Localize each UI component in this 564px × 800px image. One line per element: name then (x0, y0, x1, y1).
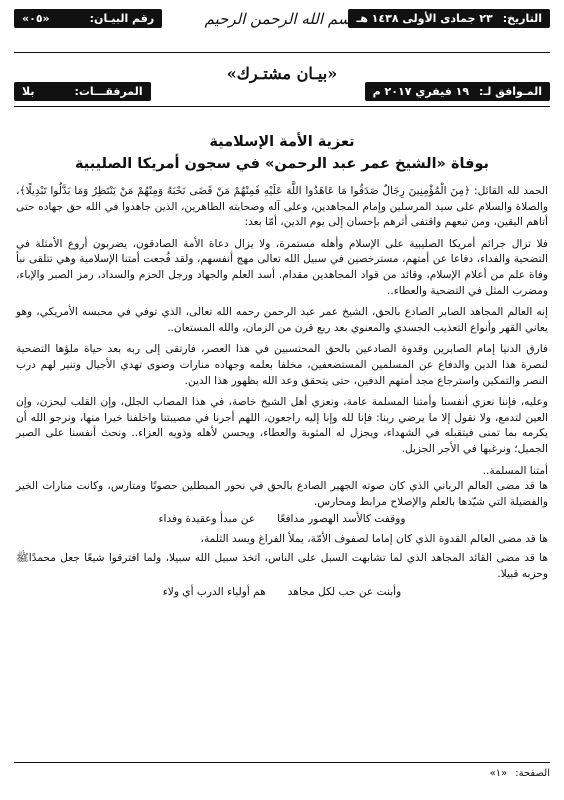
footer-rule (14, 762, 550, 763)
date-label: التاريخ: (502, 12, 542, 25)
attachments-pill (14, 82, 151, 101)
verse-1-first-hemistich: ووقفت كالأسد الهصور مدافعًا (277, 513, 406, 526)
paragraph-scholar: ها قد مضى العالم الرباني الذي كان صوته الجهير الصادع بالحق في نحور المبطلين حصونًا ومتارس، وكانت منارات الخير والفضيلة التي شيّدها بالعلم والإصلاح مرابط ومحارس. (16, 480, 548, 508)
paragraph-leader: ها قد مضى القائد المجاهد الذي لما تشابهت السبل على الناس، اتخذ سبيل الله سبيلا، ولما افترقوا شيعًا جعل محمدًاﷺ وحزبه قبيلا. (16, 552, 548, 581)
paragraph-departure: فارق الدنيا إمام الصابرين وقدوة الصادعين بالحق المحتسبين في هذا العصر، فارتقى إلى ربه بعد حياة ملؤها التضحية لنصرة هذا الدين والدفاع عن المسلمين المستضعفين، مخلفا بعلمه وجهاده منارات وصوى تهدي الأجيال وتنير لهم درب النصر والتمكين واسترجاع مجد أمتهم الدفين، حتى يتحقق وعد الله بظهور هذا الدين. (16, 343, 548, 387)
verse-2-first-hemistich: وأبنت عن حب لكل مجاهد (287, 585, 402, 598)
poetry-verse-2 (16, 585, 548, 601)
statement-number-value: «٠٥» (22, 12, 50, 25)
header-rule-top (14, 52, 550, 53)
statement-body (16, 184, 548, 604)
paragraph-condolence: وعليه، فإننا نعزي أنفسنا وأمتنا المسلمة عامة، ونعزي أهل الشيخ خاصة، في هذا المصاب الجلل، وإن القلب ليحزن، وإن العين لتدمع، ولا نقول إلا ما يرضي ربنا: فإنا لله وإنا إليه راجعون، اللهم أجرنا في مصيبتنا واخلفنا خيرا منها، ونرجو الله أن يكرمه بما تمنى فيتقبله في الشهداء، ويجزل له المثوبة والعطاء، ويحسن لأهله وذويه العزاء.. ونحث أنفسنا على الصبر الجميل؛ ونرغبها في الأجر الجزيل. (16, 396, 548, 455)
header-second-row (14, 82, 550, 101)
paragraph-address: أمتنا المسلمة.. (482, 464, 548, 477)
page-number-value: «١» (489, 768, 508, 779)
gregorian-date-label: المـوافق لـ: (479, 85, 542, 98)
page-footer (14, 768, 550, 779)
gregorian-date-value: ١٩ فيفري ٢٠١٧ م (372, 85, 470, 98)
statement-number-label: رقم البيـان: (89, 12, 155, 25)
header-rule-bottom (14, 106, 550, 107)
paragraph-sheikh: إنه العالم المجاهد الصابر الصادع بالحق، الشيخ عمر عبد الرحمن رحمه الله تعالى، الذي توفي في محبسه الأمريكي، وهو يعاني القهر وأنواع التعذيب الجسدي والمعنوي بعد ربع قرن من الزمان، والله المستعان.. (16, 306, 548, 334)
page-number-label: الصفحة: (515, 768, 550, 779)
verse-1-second-hemistich: عن مبدأ وعقيدة وفداء (158, 513, 256, 526)
gregorian-date-pill (365, 82, 550, 101)
verse-2-second-hemistich: هم أولياء الدرب أي ولاء (162, 585, 266, 598)
paragraph-crimes: فلا تزال جرائم أمريكا الصليبية على الإسلام وأهله مستمرة، ولا يزال دعاة الأمة الصادقون، يضربون أروع الأمثلة في التضحية والفداء، دفاعا عن أمتهم، مسترخصين في سبيل الله تعالى مهج أنفسهم، ولقد فُجعت أمتنا الإسلامية وهي تتلقى نبأ وفاة علم من أعلام الإسلام، وقائد من قواد المجاهدين مقدام. أسد العلم والجهاد ورجل الحزم والسداد، رمز الصبر والإباء، ومضرب المثل في التضحية والعطاء.. (16, 237, 548, 297)
basmala-calligraphy: بسم الله الرحمن الرحيم (204, 10, 356, 28)
attachments-value: بلا (22, 85, 35, 98)
document-subtitle: بوفاة «الشيخ عمر عبد الرحمن» في سجون أمريكا الصليبية (75, 156, 489, 172)
paragraph-imam: ها قد مضى العالم القدوة الذي كان إماما لصفوف الأمّة، يملأ الفراغ ويسد الثلمة، (200, 532, 548, 545)
attachments-label: المرفقـــات: (74, 85, 143, 98)
poetry-verse-1 (16, 512, 548, 528)
statement-number-pill (14, 9, 162, 28)
date-value: ٢٣ جمادى الأولى ١٤٣٨ هـ (356, 12, 493, 25)
document-title: تعزية الأمة الإسلامية (209, 134, 355, 150)
paragraph-opening: الحمد لله القائل: ﴿مِنَ الْمُؤْمِنِينَ رِجَالٌ صَدَقُوا مَا عَاهَدُوا اللَّهَ عَلَيْهِ فَمِنْهُمْ مَنْ قَضَى نَحْبَهُ وَمِنْهُمْ مَنْ يَنْتَظِرُ وَمَا بَدَّلُوا تَبْدِيلًا﴾، والصلاة والسلام على سيد المرسلين وإمام المجاهدين، وعلى آله وصحابته الطاهرين، الذين جاهدوا في الله حق جهاده حتى أتاهم اليقين، ومن تبعهم واقتفى أثرهم بإحسان إلى يوم الدين، أمّا بعد: (16, 185, 548, 229)
statement-type: «بيـان مشتـرك» (226, 64, 338, 83)
